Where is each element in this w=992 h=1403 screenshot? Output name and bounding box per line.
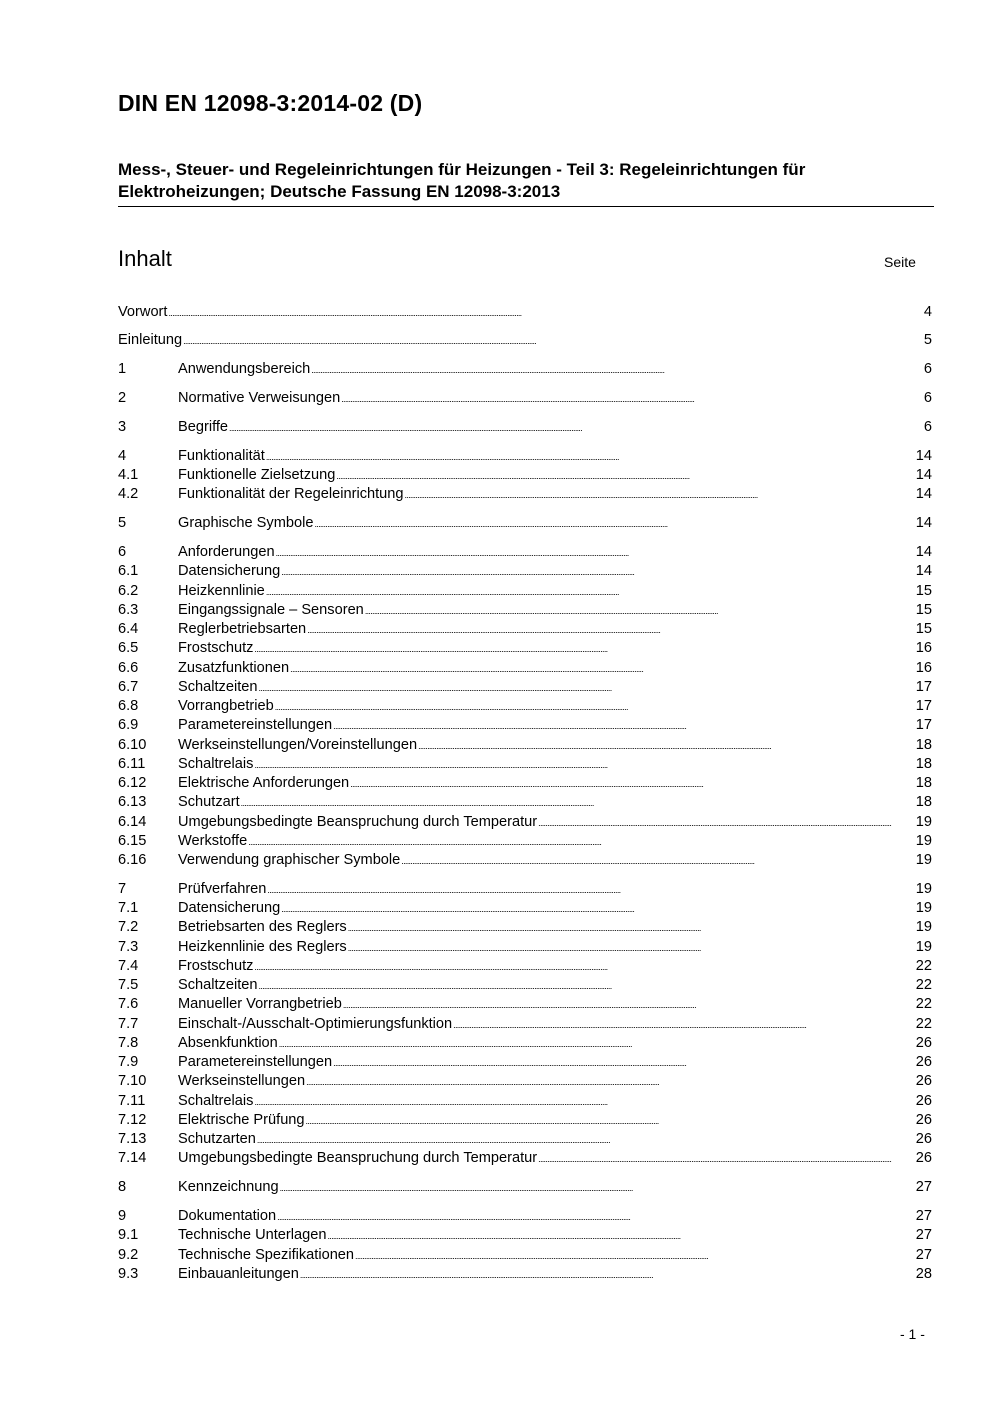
toc-entry-page: 27 bbox=[915, 1246, 932, 1263]
toc-dot-leader bbox=[307, 621, 915, 637]
toc-entry-number: 9.2 bbox=[118, 1246, 139, 1263]
toc-entry-title: Schaltzeiten bbox=[178, 977, 258, 994]
toc-entry[interactable] bbox=[118, 331, 932, 350]
toc-entry[interactable] bbox=[118, 937, 932, 956]
toc-dot-leader bbox=[279, 1035, 915, 1051]
toc-entry-title: Funktionelle Zielsetzung bbox=[178, 467, 336, 484]
toc-dot-leader bbox=[343, 996, 915, 1012]
toc-entry-number: 4.2 bbox=[118, 486, 139, 503]
toc-entry-number: 6.6 bbox=[118, 659, 139, 676]
toc-entry[interactable] bbox=[118, 581, 932, 600]
toc-entry-title: Vorwort bbox=[118, 303, 168, 320]
toc-entry-page: 15 bbox=[915, 601, 932, 618]
toc-entry-title: Anforderungen bbox=[178, 544, 275, 561]
toc-entry-title: Zusatzfunktionen bbox=[178, 659, 290, 676]
toc-entry-page: 14 bbox=[915, 563, 932, 580]
toc-entry[interactable] bbox=[118, 1072, 932, 1091]
toc-dot-leader bbox=[538, 814, 915, 830]
toc-entry-number: 1 bbox=[118, 361, 127, 378]
toc-entry[interactable] bbox=[118, 658, 932, 677]
toc-entry[interactable] bbox=[118, 389, 932, 408]
toc-dot-leader bbox=[405, 486, 915, 502]
toc-entry-number: 6 bbox=[118, 544, 127, 561]
toc-entry[interactable] bbox=[118, 485, 932, 504]
toc-entry-number: 2 bbox=[118, 390, 127, 407]
toc-dot-leader bbox=[259, 977, 915, 993]
toc-entry-number: 9.1 bbox=[118, 1227, 139, 1244]
toc-entry-title: Schutzart bbox=[178, 794, 240, 811]
toc-entry-title: Einschalt-/Ausschalt-Optimierungsfunktion bbox=[178, 1015, 453, 1032]
toc-entry[interactable] bbox=[118, 1206, 932, 1225]
toc-entry-title: Begriffe bbox=[178, 419, 229, 435]
toc-entry-page: 19 bbox=[915, 880, 932, 897]
toc-entry[interactable] bbox=[118, 302, 932, 321]
toc-entry[interactable] bbox=[118, 995, 932, 1014]
toc-entry-page: 18 bbox=[915, 736, 932, 753]
toc-entry-title: Heizkennlinie bbox=[178, 582, 265, 599]
toc-entry-title: Einbauanleitungen bbox=[178, 1265, 299, 1282]
toc-entry-page: 22 bbox=[915, 996, 932, 1013]
toc-entry[interactable] bbox=[118, 696, 932, 715]
toc-entry-page: 19 bbox=[915, 813, 932, 830]
toc-entry-page: 19 bbox=[915, 919, 932, 936]
toc-entry-title: Eingangssignale – Sensoren bbox=[178, 601, 364, 618]
toc-entry-page: 27 bbox=[915, 1208, 932, 1225]
toc-entry-number: 3 bbox=[118, 419, 127, 435]
toc-entry-number: 7.7 bbox=[118, 1015, 139, 1032]
toc-dot-leader bbox=[314, 515, 914, 531]
toc-entry-number: 7.12 bbox=[118, 1111, 147, 1128]
toc-entry-title: Funktionalität der Regeleinrichtung bbox=[178, 486, 404, 503]
document-subtitle: Mess-, Steuer- und Regeleinrichtungen für Heizungen - Teil 3: Regeleinrichtungen für Elektroheizungen; Deutsche Fassung EN 12098-3:2013 bbox=[118, 160, 806, 201]
toc-entry[interactable] bbox=[118, 1110, 932, 1129]
toc-entry[interactable] bbox=[118, 677, 932, 696]
toc-entry-page: 22 bbox=[915, 977, 932, 994]
toc-entry[interactable] bbox=[118, 754, 932, 773]
toc-entry[interactable] bbox=[118, 918, 932, 937]
toc-entry-page: 6 bbox=[923, 361, 932, 378]
toc-entry[interactable] bbox=[118, 976, 932, 995]
toc-entry[interactable] bbox=[118, 1053, 932, 1072]
toc-entry-title: Frostschutz bbox=[178, 957, 254, 974]
toc-entry-number: 6.2 bbox=[118, 582, 139, 599]
toc-entry-title: Umgebungsbedingte Beanspruchung durch Temperatur bbox=[178, 1150, 538, 1167]
toc-dot-leader bbox=[306, 1112, 915, 1128]
toc-entry-number: 7 bbox=[118, 880, 127, 897]
toc-entry-title: Heizkennlinie des Reglers bbox=[178, 938, 347, 955]
toc-entry[interactable] bbox=[118, 850, 932, 869]
toc-entry-title: Normative Verweisungen bbox=[178, 390, 341, 407]
toc-entry[interactable] bbox=[118, 1264, 932, 1283]
toc-entry[interactable] bbox=[118, 735, 932, 754]
toc-dot-leader bbox=[341, 390, 923, 406]
toc-entry-title: Datensicherung bbox=[178, 563, 281, 580]
toc-entry-page: 15 bbox=[915, 621, 932, 638]
toc-entry-number: 6.7 bbox=[118, 678, 139, 695]
toc-entry-title: Schutzarten bbox=[178, 1131, 256, 1148]
toc-entry-title: Schaltrelais bbox=[178, 755, 254, 772]
toc-dot-leader bbox=[257, 1131, 915, 1147]
toc-dot-leader bbox=[350, 775, 915, 791]
toc-entry-title: Vorrangbetrieb bbox=[178, 698, 274, 715]
toc-entry-title: Werkstoffe bbox=[178, 832, 248, 849]
toc-entry-page: 26 bbox=[915, 1073, 932, 1090]
toc-entry-number: 4 bbox=[118, 447, 127, 464]
toc-entry-title: Datensicherung bbox=[178, 900, 281, 917]
toc-entry-number: 6.15 bbox=[118, 832, 147, 849]
toc-entry[interactable] bbox=[118, 446, 932, 465]
toc-entry-page: 26 bbox=[915, 1092, 932, 1109]
toc-dot-leader bbox=[168, 304, 922, 320]
toc-entry-title: Werkseinstellungen/Voreinstellungen bbox=[178, 736, 418, 753]
toc-entry-number: 7.13 bbox=[118, 1131, 147, 1148]
toc-entry-number: 6.5 bbox=[118, 640, 139, 657]
toc-entry-title: Dokumentation bbox=[178, 1208, 277, 1225]
toc-entry[interactable] bbox=[118, 831, 932, 850]
toc-entry-number: 6.3 bbox=[118, 601, 139, 618]
toc-entry-page: 14 bbox=[915, 486, 932, 503]
footer-page-number: - 1 - bbox=[900, 1326, 925, 1342]
toc-entry-page: 6 bbox=[923, 419, 932, 435]
toc-entry[interactable] bbox=[118, 619, 932, 638]
toc-entry-title: Schaltrelais bbox=[178, 1092, 254, 1109]
toc-dot-leader bbox=[418, 737, 915, 753]
toc-dot-leader bbox=[365, 602, 915, 618]
toc-dot-leader bbox=[266, 583, 915, 599]
toc-dot-leader bbox=[281, 563, 915, 579]
toc-dot-leader bbox=[254, 640, 914, 656]
toc-entry-title: Elektrische Prüfung bbox=[178, 1111, 305, 1128]
toc-entry-number: 7.2 bbox=[118, 919, 139, 936]
toc-heading: Inhalt bbox=[118, 246, 172, 271]
toc-entry-page: 18 bbox=[915, 775, 932, 792]
toc-entry-page: 22 bbox=[915, 957, 932, 974]
toc-dot-leader bbox=[333, 1054, 915, 1070]
toc-dot-leader bbox=[290, 660, 915, 676]
toc-entry-title: Graphische Symbole bbox=[178, 515, 314, 532]
toc-entry-title: Umgebungsbedingte Beanspruchung durch Temperatur bbox=[178, 813, 538, 830]
toc-entry-title: Schaltzeiten bbox=[178, 678, 258, 695]
toc-entry-page: 17 bbox=[915, 698, 932, 715]
toc-entry[interactable] bbox=[118, 879, 932, 898]
toc-dot-leader bbox=[355, 1247, 915, 1263]
toc-entry-page: 28 bbox=[915, 1265, 932, 1282]
toc-dot-leader bbox=[248, 833, 915, 849]
toc-dot-leader bbox=[280, 1179, 915, 1195]
toc-entry-title: Funktionalität bbox=[178, 447, 265, 464]
toc-entry-number: 9.3 bbox=[118, 1265, 139, 1282]
toc-entry-title: Parametereinstellungen bbox=[178, 717, 333, 734]
toc-entry-title: Parametereinstellungen bbox=[178, 1054, 333, 1071]
toc-entry-number: 7.3 bbox=[118, 938, 139, 955]
toc-entry[interactable] bbox=[118, 1149, 932, 1168]
toc-entry-page: 19 bbox=[915, 938, 932, 955]
toc-entry-title: Reglerbetriebsarten bbox=[178, 621, 307, 638]
toc-entry[interactable] bbox=[118, 812, 932, 831]
toc-dot-leader bbox=[348, 919, 915, 935]
toc-entry-page: 14 bbox=[915, 447, 932, 464]
toc-entry-page: 4 bbox=[923, 303, 932, 320]
toc-entry-number: 7.8 bbox=[118, 1034, 139, 1051]
toc-entry[interactable] bbox=[118, 562, 932, 581]
toc-dot-leader bbox=[327, 1227, 914, 1243]
toc-dot-leader bbox=[229, 419, 923, 435]
toc-entry-page: 26 bbox=[915, 1054, 932, 1071]
toc-entry[interactable] bbox=[118, 899, 932, 918]
toc-entry-page: 26 bbox=[915, 1150, 932, 1167]
toc-dot-leader bbox=[281, 900, 915, 916]
toc-entry-number: 7.14 bbox=[118, 1150, 147, 1167]
toc-entry-page: 6 bbox=[923, 390, 932, 407]
toc-entry-title: Einleitung bbox=[118, 332, 183, 349]
toc-dot-leader bbox=[401, 852, 914, 868]
toc-entry-page: 22 bbox=[915, 1015, 932, 1032]
toc-dot-leader bbox=[538, 1150, 915, 1166]
toc-entry-number: 6.8 bbox=[118, 698, 139, 715]
toc-entry[interactable] bbox=[118, 542, 932, 561]
toc-entry-number: 9 bbox=[118, 1208, 127, 1225]
toc-entry-number: 6.12 bbox=[118, 775, 147, 792]
toc-entry[interactable] bbox=[118, 1014, 932, 1033]
toc-entry-number: 7.6 bbox=[118, 996, 139, 1013]
toc-entry-number: 5 bbox=[118, 515, 127, 532]
toc-entry-number: 6.1 bbox=[118, 563, 139, 580]
toc-entry[interactable] bbox=[118, 465, 932, 484]
toc-entry-number: 6.4 bbox=[118, 621, 139, 638]
document-title: DIN EN 12098-3:2014-02 (D) bbox=[118, 90, 423, 116]
toc-entry[interactable] bbox=[118, 1130, 932, 1149]
toc-dot-leader bbox=[266, 448, 915, 464]
toc-entry-title: Betriebsarten des Reglers bbox=[178, 919, 347, 936]
toc-entry-title: Prüfverfahren bbox=[178, 880, 267, 897]
toc-entry[interactable] bbox=[118, 1033, 932, 1052]
toc-dot-leader bbox=[183, 332, 923, 348]
toc-entry-page: 17 bbox=[915, 717, 932, 734]
toc-entry-page: 16 bbox=[915, 640, 932, 657]
table-of-contents bbox=[118, 302, 932, 1283]
toc-dot-leader bbox=[254, 1093, 914, 1109]
toc-entry-title: Kennzeichnung bbox=[178, 1179, 279, 1196]
toc-entry[interactable] bbox=[118, 639, 932, 658]
toc-entry[interactable] bbox=[118, 956, 932, 975]
toc-entry[interactable] bbox=[118, 1091, 932, 1110]
toc-entry-page: 15 bbox=[915, 582, 932, 599]
toc-entry-title: Technische Unterlagen bbox=[178, 1227, 327, 1244]
toc-entry-page: 19 bbox=[915, 900, 932, 917]
toc-entry-page: 14 bbox=[915, 544, 932, 561]
toc-entry-page: 26 bbox=[915, 1111, 932, 1128]
toc-entry-page: 14 bbox=[915, 467, 932, 484]
toc-entry-title: Werkseinstellungen bbox=[178, 1073, 306, 1090]
toc-entry-number: 6.10 bbox=[118, 736, 147, 753]
toc-entry[interactable] bbox=[118, 773, 932, 792]
toc-entry-number: 6.13 bbox=[118, 794, 147, 811]
toc-entry-number: 4.1 bbox=[118, 467, 139, 484]
toc-entry-page: 14 bbox=[915, 515, 932, 532]
toc-dot-leader bbox=[311, 361, 923, 377]
toc-entry-page: 26 bbox=[915, 1034, 932, 1051]
toc-entry[interactable] bbox=[118, 716, 932, 735]
toc-entry-number: 6.11 bbox=[118, 755, 146, 772]
toc-entry-page: 26 bbox=[915, 1131, 932, 1148]
toc-entry-title: Verwendung graphischer Symbole bbox=[178, 852, 401, 869]
toc-dot-leader bbox=[348, 939, 915, 955]
toc-entry[interactable] bbox=[118, 360, 932, 379]
toc-entry[interactable] bbox=[118, 417, 932, 436]
toc-dot-leader bbox=[254, 756, 914, 772]
toc-entry[interactable] bbox=[118, 793, 932, 812]
toc-entry-title: Technische Spezifikationen bbox=[178, 1246, 355, 1263]
toc-dot-leader bbox=[275, 698, 915, 714]
toc-entry-page: 19 bbox=[915, 832, 932, 849]
toc-entry-page: 5 bbox=[923, 332, 932, 349]
toc-entry-title: Manueller Vorrangbetrieb bbox=[178, 996, 342, 1013]
toc-entry-number: 6.14 bbox=[118, 813, 147, 830]
toc-dot-leader bbox=[254, 958, 914, 974]
toc-dot-leader bbox=[259, 679, 915, 695]
toc-entry-page: 17 bbox=[915, 678, 932, 695]
toc-entry[interactable] bbox=[118, 600, 932, 619]
page-column-label: Seite bbox=[884, 254, 916, 270]
toc-dot-leader bbox=[267, 881, 914, 897]
toc-entry-number: 7.10 bbox=[118, 1073, 147, 1090]
title-divider bbox=[118, 206, 934, 207]
toc-dot-leader bbox=[277, 1208, 915, 1224]
toc-entry-page: 16 bbox=[915, 659, 932, 676]
toc-entry-title: Absenkfunktion bbox=[178, 1034, 278, 1051]
toc-entry-title: Elektrische Anforderungen bbox=[178, 775, 350, 792]
toc-entry-number: 7.9 bbox=[118, 1054, 139, 1071]
toc-entry[interactable] bbox=[118, 514, 932, 533]
toc-entry[interactable] bbox=[118, 1245, 932, 1264]
toc-entry-page: 18 bbox=[915, 755, 932, 772]
toc-entry[interactable] bbox=[118, 1226, 932, 1245]
toc-entry[interactable] bbox=[118, 1178, 932, 1197]
toc-dot-leader bbox=[241, 794, 915, 810]
toc-dot-leader bbox=[453, 1016, 915, 1032]
toc-entry-number: 6.9 bbox=[118, 717, 139, 734]
toc-dot-leader bbox=[276, 544, 915, 560]
toc-entry-page: 18 bbox=[915, 794, 932, 811]
toc-entry-number: 7.11 bbox=[118, 1092, 146, 1109]
toc-entry-number: 8 bbox=[118, 1179, 127, 1196]
toc-entry-title: Frostschutz bbox=[178, 640, 254, 657]
toc-dot-leader bbox=[300, 1266, 915, 1282]
toc-entry-page: 27 bbox=[915, 1179, 932, 1196]
toc-entry-number: 6.16 bbox=[118, 852, 147, 869]
toc-dot-leader bbox=[306, 1073, 915, 1089]
toc-entry-number: 7.5 bbox=[118, 977, 139, 994]
toc-dot-leader bbox=[333, 717, 915, 733]
toc-entry-title: Anwendungsbereich bbox=[178, 361, 311, 378]
toc-entry-number: 7.4 bbox=[118, 957, 139, 974]
toc-entry-page: 19 bbox=[915, 852, 932, 869]
toc-dot-leader bbox=[336, 467, 914, 483]
toc-entry-page: 27 bbox=[915, 1227, 932, 1244]
toc-entry-number: 7.1 bbox=[118, 900, 139, 917]
